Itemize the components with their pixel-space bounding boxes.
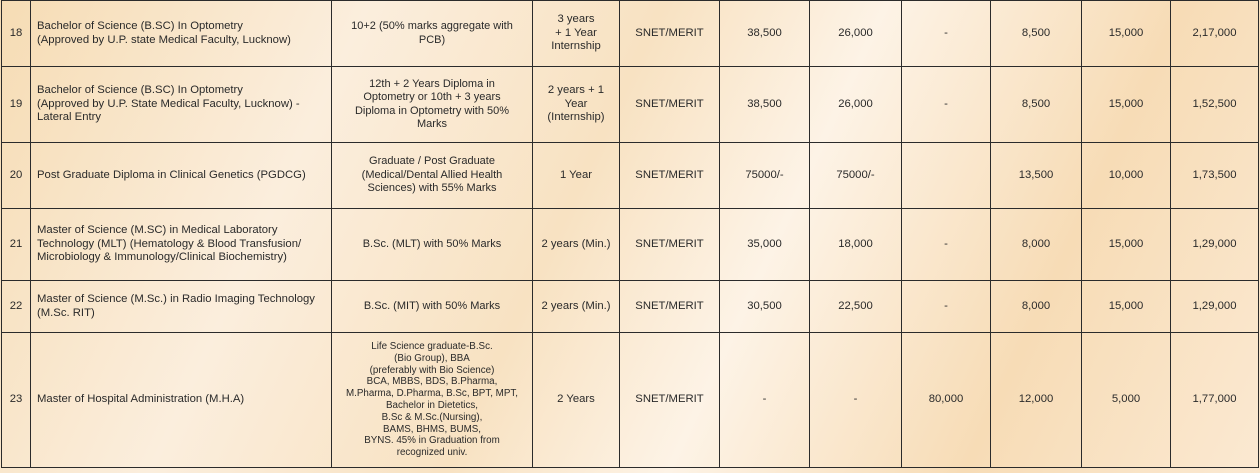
- admission-mode: SNET/MERIT: [620, 67, 720, 143]
- fee-2: 26,000: [810, 67, 902, 143]
- course-name: Bachelor of Science (B.SC) In Optometry (Approved by U.P. State Medical Faculty, Lucknow) - Lateral Entry: [31, 67, 332, 143]
- duration: 2 Years: [533, 333, 620, 468]
- fee-5: 5,000: [1082, 333, 1171, 468]
- total-fee: 1,29,000: [1171, 281, 1259, 333]
- total-fee: 1,73,500: [1171, 143, 1259, 209]
- eligibility: Life Science graduate-B.Sc. (Bio Group), BBA (preferably with Bio Science) BCA, MBBS, BDS, B.Pharma, M.Pharma, D.Pharma, B.Sc, BPT, MPT, Bachelor in Dietetics, B.Sc & M.Sc.(Nursing), BAMS, BHMS, BUMS, BYNS. 45% in Graduation from recognized univ.: [332, 333, 533, 468]
- fee-2: 26,000: [810, 1, 902, 67]
- table-row: [2, 209, 1259, 281]
- admission-mode: SNET/MERIT: [620, 281, 720, 333]
- fee-3: 80,000: [902, 333, 991, 468]
- total-fee: 2,17,000: [1171, 1, 1259, 67]
- duration: 2 years (Min.): [533, 281, 620, 333]
- fee-4: 8,000: [991, 209, 1082, 281]
- fee-1: 75000/-: [720, 143, 810, 209]
- course-name: Post Graduate Diploma in Clinical Genetics (PGDCG): [31, 143, 332, 209]
- serial-number: 20: [2, 143, 31, 209]
- fee-2: 18,000: [810, 209, 902, 281]
- course-name: Master of Science (M.Sc.) in Radio Imaging Technology (M.Sc. RIT): [31, 281, 332, 333]
- course-name: Master of Science (M.SC) in Medical Laboratory Technology (MLT) (Hematology & Blood Transfusion/ Microbiology & Immunology/Clinical Biochemistry): [31, 209, 332, 281]
- fee-2: 22,500: [810, 281, 902, 333]
- table-row: [2, 1, 1259, 67]
- admission-mode: SNET/MERIT: [620, 209, 720, 281]
- fee-4: 12,000: [991, 333, 1082, 468]
- eligibility: Graduate / Post Graduate (Medical/Dental Allied Health Sciences) with 55% Marks: [332, 143, 533, 209]
- fee-3: -: [902, 67, 991, 143]
- table-row: [2, 143, 1259, 209]
- fee-table: [1, 0, 1259, 468]
- eligibility: 10+2 (50% marks aggregate with PCB): [332, 1, 533, 67]
- fee-1: 38,500: [720, 67, 810, 143]
- table-row: [2, 333, 1259, 468]
- table-row: [2, 281, 1259, 333]
- fee-4: 13,500: [991, 143, 1082, 209]
- serial-number: 21: [2, 209, 31, 281]
- duration: 2 years + 1 Year (Internship): [533, 67, 620, 143]
- fee-3: [902, 143, 991, 209]
- fee-4: 8,500: [991, 67, 1082, 143]
- fee-1: -: [720, 333, 810, 468]
- course-name: Bachelor of Science (B.SC) In Optometry (Approved by U.P. state Medical Faculty, Lucknow): [31, 1, 332, 67]
- eligibility: B.Sc. (MLT) with 50% Marks: [332, 209, 533, 281]
- total-fee: 1,29,000: [1171, 209, 1259, 281]
- duration: 1 Year: [533, 143, 620, 209]
- admission-mode: SNET/MERIT: [620, 1, 720, 67]
- serial-number: 18: [2, 1, 31, 67]
- fee-1: 38,500: [720, 1, 810, 67]
- serial-number: 23: [2, 333, 31, 468]
- fee-5: 10,000: [1082, 143, 1171, 209]
- fee-1: 35,000: [720, 209, 810, 281]
- total-fee: 1,77,000: [1171, 333, 1259, 468]
- duration: 2 years (Min.): [533, 209, 620, 281]
- fee-3: -: [902, 209, 991, 281]
- fee-3: -: [902, 1, 991, 67]
- fee-1: 30,500: [720, 281, 810, 333]
- fee-5: 15,000: [1082, 67, 1171, 143]
- eligibility: 12th + 2 Years Diploma in Optometry or 10th + 3 years Diploma in Optometry with 50% Marks: [332, 67, 533, 143]
- fee-5: 15,000: [1082, 1, 1171, 67]
- table-row: [2, 67, 1259, 143]
- eligibility: B.Sc. (MIT) with 50% Marks: [332, 281, 533, 333]
- total-fee: 1,52,500: [1171, 67, 1259, 143]
- fee-table-body: [2, 1, 1259, 468]
- fee-5: 15,000: [1082, 281, 1171, 333]
- admission-mode: SNET/MERIT: [620, 333, 720, 468]
- fee-4: 8,500: [991, 1, 1082, 67]
- serial-number: 19: [2, 67, 31, 143]
- fee-4: 8,000: [991, 281, 1082, 333]
- fee-2: -: [810, 333, 902, 468]
- admission-mode: SNET/MERIT: [620, 143, 720, 209]
- course-name: Master of Hospital Administration (M.H.A): [31, 333, 332, 468]
- fee-3: -: [902, 281, 991, 333]
- fee-5: 15,000: [1082, 209, 1171, 281]
- fee-2: 75000/-: [810, 143, 902, 209]
- duration: 3 years + 1 Year Internship: [533, 1, 620, 67]
- serial-number: 22: [2, 281, 31, 333]
